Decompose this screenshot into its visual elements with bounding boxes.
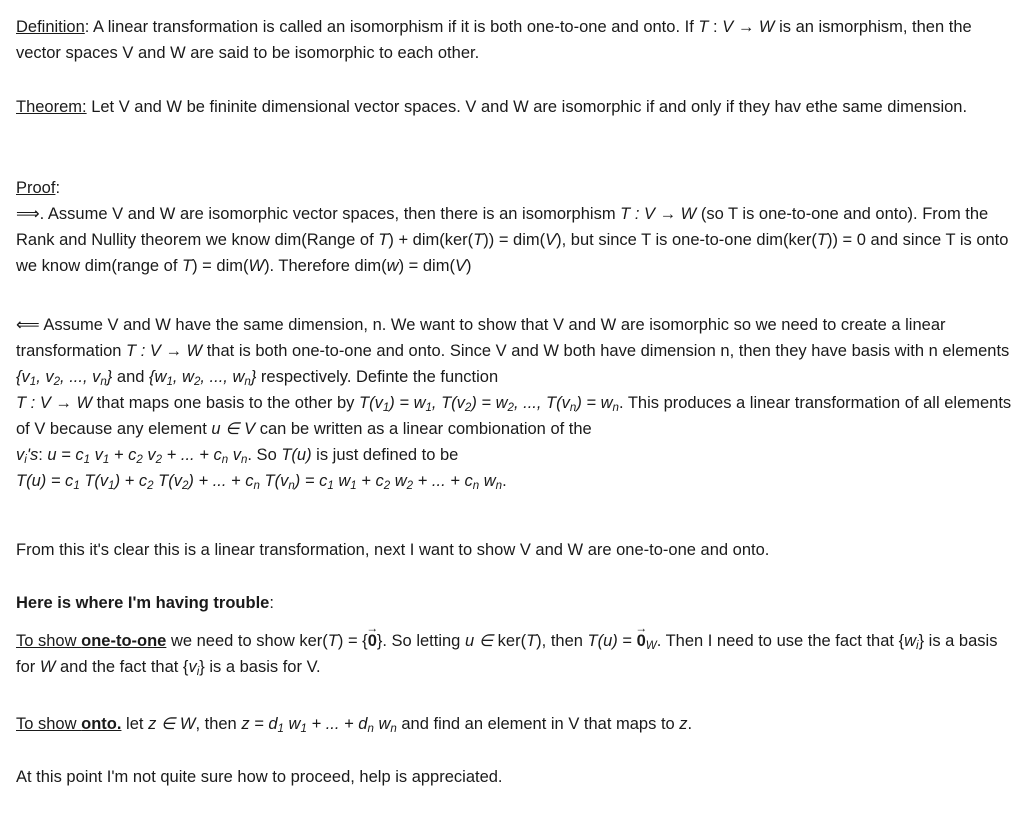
onto-paragraph bbox=[16, 711, 1016, 737]
converse-text: that is both one-to-one and onto. Since V and W both have dimension n, then they have basis with n elements bbox=[202, 342, 1010, 360]
forward-text: . Assume V and W are isomorphic vector spaces, then there is an isomorphism bbox=[39, 205, 621, 223]
v-i-s: $v_i's$ bbox=[16, 446, 39, 466]
proof-converse-paragraph bbox=[16, 312, 1016, 494]
math-T: T bbox=[698, 18, 709, 36]
one-to-one-text: } is a basis for bbox=[16, 632, 998, 676]
one-to-one-text: . Then I need to use the fact that { bbox=[656, 632, 905, 650]
label-prefix: To show bbox=[16, 632, 82, 650]
basis-w-set: {$w_1$, $w_2$, ..., $w_n$} bbox=[149, 368, 257, 388]
one-to-one-text: = bbox=[617, 632, 637, 650]
math-u-in-V: u ∈ V bbox=[211, 420, 256, 438]
arrow-glyph: → bbox=[733, 18, 759, 36]
converse-text: . So bbox=[247, 446, 282, 464]
forward-text: ) + dim(ker( bbox=[388, 231, 474, 249]
implied-by-icon: ⟸ bbox=[16, 316, 40, 334]
math-T-u: T(u) bbox=[281, 446, 312, 464]
basis-map-equation: $T(v_1) = w_1$, $T(v_2) = w_2$, ..., $T(v_n) = w_n$ bbox=[359, 394, 619, 414]
forward-text: ). Therefore dim( bbox=[264, 257, 387, 275]
one-to-one-text: ker( bbox=[497, 632, 527, 650]
zero-vector-icon: → 0 bbox=[368, 628, 377, 654]
one-to-one-text: ) = { bbox=[337, 632, 368, 650]
math-T: T bbox=[182, 257, 193, 275]
converse-text: that maps one basis to the other by bbox=[92, 394, 360, 412]
onto-equation: $z = d_1$ $w_1$ + ... + $d_n$ $w_n$ bbox=[241, 715, 397, 735]
label-bold: one-to-one bbox=[81, 632, 167, 650]
converse-text: . bbox=[502, 472, 507, 490]
trouble-heading-text: Here is where I'm having trouble bbox=[16, 594, 270, 612]
math-T: T bbox=[473, 231, 484, 249]
forward-text: (so T is one-to-one and onto). From the Rank and Nullity theorem we know dim(Range of bbox=[16, 205, 989, 249]
math-z: z bbox=[679, 715, 688, 733]
definition-text: : A linear transformation is called an isomorphism if it is both one-to-one and onto. If bbox=[84, 18, 699, 36]
subscript-i: i bbox=[196, 666, 200, 678]
theorem-text: Let V and W be fininite dimensional vector spaces. V and W are isomorphic if and only if they hav ethe same dimension. bbox=[86, 98, 968, 116]
math-v: v bbox=[188, 658, 197, 676]
forward-text: ) = dim( bbox=[192, 257, 249, 275]
one-to-one-text: ), then bbox=[536, 632, 588, 650]
forward-text: )) = dim( bbox=[483, 231, 546, 249]
trouble-colon: : bbox=[269, 594, 274, 612]
one-to-one-label bbox=[16, 632, 166, 650]
one-to-one-paragraph bbox=[16, 628, 1016, 680]
math-w: w bbox=[904, 632, 916, 650]
math-T-V-W: T : V → W bbox=[620, 205, 697, 223]
clear-paragraph: From this it's clear this is a linear transformation, next I want to show V and W are one-to-one and onto. bbox=[16, 541, 770, 559]
theorem-paragraph bbox=[16, 94, 1016, 120]
theorem-label: Theorem: bbox=[16, 98, 87, 116]
subscript-W: W bbox=[645, 640, 657, 652]
label-bold: onto. bbox=[81, 715, 122, 733]
math-T-u: T(u) bbox=[587, 632, 618, 650]
converse-text: respectively. Definte the function bbox=[256, 368, 499, 386]
math-T: T bbox=[327, 632, 338, 650]
implies-icon: ⟹ bbox=[16, 205, 40, 223]
proof-colon: : bbox=[55, 179, 61, 197]
converse-text: is just defined to be bbox=[311, 446, 459, 464]
one-to-one-text: }. So letting bbox=[376, 632, 465, 650]
onto-text: . bbox=[687, 715, 693, 733]
math-T: T bbox=[378, 231, 389, 249]
math-W: W bbox=[248, 257, 265, 275]
trouble-heading bbox=[16, 590, 1016, 616]
closing-paragraph: At this point I'm not quite sure how to proceed, help is appreciated. bbox=[16, 768, 503, 786]
proof-label: Proof bbox=[16, 179, 56, 197]
forward-text: ) = dim( bbox=[398, 257, 455, 275]
math-T-V-W: T : V → W bbox=[16, 394, 93, 412]
definition-equation: $T(u) = c_1$ $T(v_1) + c_2$ $T(v_2)$ + ... + $c_n$ $T(v_n) = c_1$ $w_1 + c_2$ $w_2$ + ... + $c_n$ $w_n$ bbox=[16, 472, 503, 492]
math-T: T bbox=[526, 632, 537, 650]
math-V: V bbox=[722, 18, 734, 36]
forward-text: )) = 0 and since T is onto we know dim(range of bbox=[16, 231, 1009, 275]
proof-forward-paragraph bbox=[16, 175, 1016, 279]
math-u-in: u ∈ bbox=[464, 632, 498, 650]
math-T: T bbox=[816, 231, 827, 249]
converse-text: can be written as a linear combionation of the bbox=[255, 420, 592, 438]
basis-v-set: {$v_1$, $v_2$, ..., $v_n$} bbox=[16, 368, 113, 388]
forward-text: ) bbox=[465, 257, 472, 275]
zero-vector-icon: → 0 bbox=[637, 628, 646, 654]
forward-text: ), but since T is one-to-one dim(ker( bbox=[556, 231, 817, 249]
one-to-one-text: } is a basis for V. bbox=[199, 658, 321, 676]
math-w: w bbox=[386, 257, 399, 275]
converse-text: and bbox=[112, 368, 150, 386]
converse-text: . This produces a linear transformation of all elements of V because any element bbox=[16, 394, 1012, 438]
linear-combination-equation: $u = c_1$ $v_1 + c_2$ $v_2$ + ... + $c_n$ $v_n$ bbox=[47, 446, 248, 466]
definition-paragraph bbox=[16, 14, 1016, 66]
converse-text: Assume V and W have the same dimension, n. We want to show that V and W are isomorphic so we need to create a linear transformation bbox=[16, 316, 946, 360]
subscript-i: i bbox=[916, 640, 919, 652]
label-prefix: To show bbox=[16, 715, 82, 733]
colon-text: : bbox=[708, 18, 723, 36]
converse-text: : bbox=[38, 446, 48, 464]
math-W: W bbox=[758, 18, 775, 36]
math-W: W bbox=[39, 658, 56, 676]
math-z-in-W: z ∈ W bbox=[148, 715, 196, 733]
math-V: V bbox=[454, 257, 466, 275]
onto-text: , then bbox=[195, 715, 242, 733]
onto-text: and find an element in V that maps to bbox=[396, 715, 680, 733]
definition-text-end: is an ismorphism, then the vector spaces V and W are said to be isomorphic to each other. bbox=[16, 18, 972, 62]
one-to-one-text: we need to show ker( bbox=[166, 632, 328, 650]
onto-label bbox=[16, 715, 121, 733]
math-T-V-W: T : V → W bbox=[126, 342, 203, 360]
definition-label: Definition bbox=[16, 18, 85, 36]
onto-text: let bbox=[121, 715, 149, 733]
one-to-one-text: and the fact that { bbox=[55, 658, 189, 676]
math-V: V bbox=[545, 231, 557, 249]
